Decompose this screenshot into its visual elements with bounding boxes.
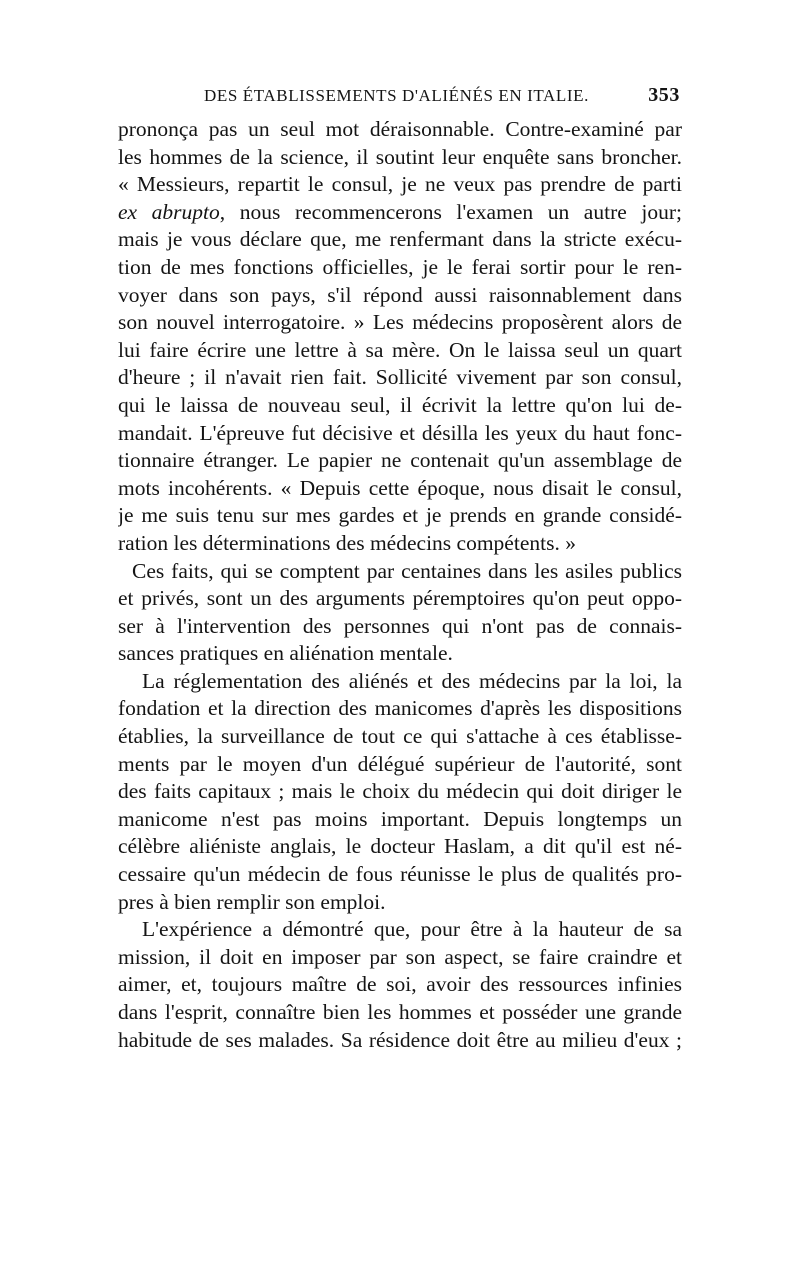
text-line: « Messieurs, repartit le consul, je ne veux pas prendre de parti (118, 172, 682, 197)
text-line: voyer dans son pays, s'il répond aussi raisonnablement dans (118, 282, 682, 307)
text-line: mandait. L'épreuve fut décisive et désilla les yeux du haut fonc- (118, 420, 682, 445)
text-line: mots incohérents. « Depuis cette époque, nous disait le consul, (118, 475, 682, 500)
text-line: ser à l'intervention des personnes qui n'ont pas de connais- (118, 613, 682, 638)
paragraph-start-line: L'expérience a démontré que, pour être à la hauteur de sa (142, 917, 682, 942)
paragraph-start-line: La réglementation des aliénés et des médecins par la loi, la (142, 668, 682, 693)
text-line: je me suis tenu sur mes gardes et je prends en grande considé- (118, 503, 682, 528)
italic-phrase: ex abrupto (118, 199, 220, 224)
text-line: tion de mes fonctions officielles, je le ferai sortir pour le ren- (118, 254, 682, 279)
paragraph-end-line: pres à bien remplir son emploi. (118, 889, 386, 914)
paragraph-end-line: sances pratiques en aliénation mentale. (118, 641, 453, 666)
text-line-italic-phrase (118, 199, 682, 227)
text-line: manicome n'est pas moins important. Depuis longtemps un (118, 806, 682, 831)
paragraph-start-line: Ces faits, qui se comptent par centaines dans les asiles publics (132, 558, 682, 583)
text-line: tionnaire étranger. Le papier ne contenait qu'un assemblage de (118, 448, 682, 473)
text-line: célèbre aliéniste anglais, le docteur Haslam, a dit qu'il est né- (118, 834, 682, 859)
text-line: les hommes de la science, il soutint leur enquête sans broncher. (118, 144, 682, 169)
text-line: cessaire qu'un médecin de fous réunisse le plus de qualités pro- (118, 862, 682, 887)
text-line: des faits capitaux ; mais le choix du médecin qui doit diriger le (118, 779, 682, 804)
paragraph-end-line: ration les déterminations des médecins compétents. » (118, 530, 576, 555)
running-head (118, 86, 682, 116)
running-title: DES ÉTABLISSEMENTS D'ALIÉNÉS EN ITALIE. (204, 86, 589, 105)
text-line: son nouvel interrogatoire. » Les médecins proposèrent alors de (118, 310, 682, 335)
text-line: prononça pas un seul mot déraisonnable. Contre-examiné par (118, 117, 682, 141)
text-line: et privés, sont un des arguments péremptoires qu'on peut oppo- (118, 586, 682, 611)
text-line: ments par le moyen d'un délégué supérieur de l'autorité, sont (118, 751, 682, 776)
text-line: dans l'esprit, connaître bien les hommes et posséder une grande (118, 1000, 682, 1024)
text-line: mais je vous déclare que, me renfermant dans la stricte exécu- (118, 227, 682, 252)
text-line: établies, la surveillance de tout ce qui s'attache à ces établisse- (118, 724, 682, 749)
text-line: fondation et la direction des manicomes d'après les dispositions (118, 696, 682, 721)
body-text (118, 116, 682, 1054)
text-line: aimer, et, toujours maître de soi, avoir des ressources infinies (118, 972, 682, 997)
book-page (118, 86, 682, 1054)
text-line: qui le laissa de nouveau seul, il écrivit la lettre qu'on lui de- (118, 392, 682, 417)
page-number: 353 (648, 84, 680, 106)
text-line: habitude de ses malades. Sa résidence doit être au milieu d'eux ; (118, 1027, 682, 1052)
text-line: lui faire écrire une lettre à sa mère. On le laissa seul un quart (118, 337, 682, 362)
text-fragment: , nous recommencerons l'examen un autre jour; (219, 199, 682, 224)
text-line: d'heure ; il n'avait rien fait. Sollicité vivement par son consul, (118, 365, 682, 390)
text-line: mission, il doit en imposer par son aspect, se faire craindre et (118, 944, 682, 969)
